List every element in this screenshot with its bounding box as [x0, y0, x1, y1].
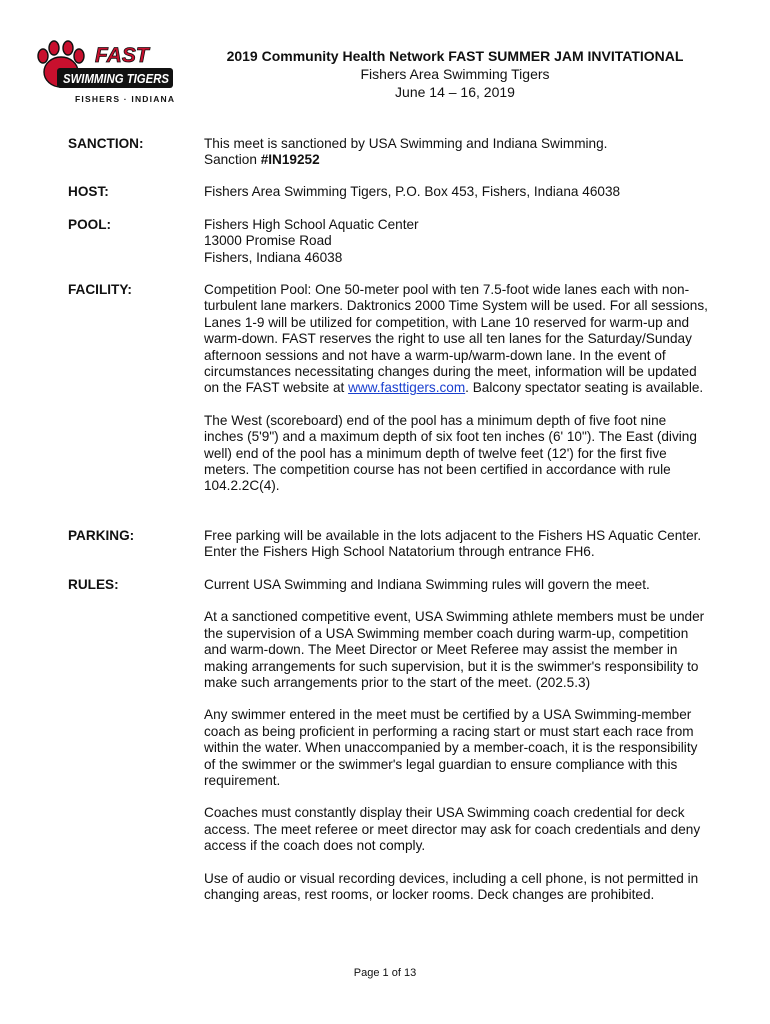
logo-location-text: FISHERS · INDIANA [75, 94, 175, 104]
document-header [190, 47, 720, 101]
facility-text-start: Competition Pool: One 50-meter pool with ten 7.5-foot wide lanes each with non-turbulent lane markers. Daktronics 2000 Time System will be used. For all sessions, Lanes 1-9 will be utilized for competition, with Lane 10 reserved for warm-up and warm-down. FAST reserves the right to use all ten lanes for the Saturday/Sunday afternoon sessions and not have a warm-up/warm-down lane. In the event of circumstances necessitating changes during the meet, information will be updated on the FAST website at [204, 282, 708, 396]
rules-paragraph: At a sanctioned competitive event, USA Swimming athlete members must be under the supervision of a USA Swimming member coach during warm-up, competition and warm-down. The Meet Director or Meet Referee may assist the member in making arrangements for such supervision, but it is the swimmer's responsibility to make such arrangements prior to the start of the meet. (202.5.3) [204, 609, 705, 691]
pool-depth-paragraph: The West (scoreboard) end of the pool has a minimum depth of five foot nine inches (5'9") and a maximum depth of six foot ten inches (6' 10"). The East (diving well) end of the pool has a minimum depth of twelve feet (12') for the first five meters. The competition course has not been certified in accordance with rule 104.2.2C(4). [204, 412, 697, 494]
rules-content [204, 577, 709, 920]
meet-title: 2019 Community Health Network FAST SUMMER JAM INVITATIONAL [226, 48, 684, 64]
parking-label: PARKING: [68, 528, 135, 543]
pool-content [204, 217, 709, 266]
rules-paragraph: Coaches must constantly display their USA Swimming coach credential for deck access. The meet referee or meet director may ask for coach credentials and deny access if the coach does not comply. [204, 805, 701, 854]
facility-content [204, 282, 709, 511]
rules-paragraph: Any swimmer entered in the meet must be certified by a USA Swimming-member coach as being proficient in performing a racing start or must start each race from within the water. When unaccompanied by a member-coach, it is the responsibility of the swimmer or the swimmer's legal guardian to ensure compliance with this requirement. [204, 707, 698, 789]
fasttigers-website-link[interactable]: www.fasttigers.com [348, 380, 466, 396]
facility-text-end: . Balcony spectator seating is available. [465, 380, 704, 396]
logo-fast-text: FAST [95, 44, 149, 67]
rules-paragraph: Current USA Swimming and Indiana Swimming rules will govern the meet. [204, 577, 650, 592]
pool-city: Fishers, Indiana 46038 [204, 249, 343, 265]
parking-content: Free parking will be available in the lots adjacent to the Fishers HS Aquatic Center. Enter the Fishers High School Natatorium through entrance FH6. [204, 528, 702, 560]
rules-paragraph: Use of audio or visual recording devices, including a cell phone, is not permitted in changing areas, rest rooms, or locker rooms. Deck changes are prohibited. [204, 870, 699, 903]
logo-swimming-tigers-text: SWIMMING TIGERS [63, 72, 170, 86]
facility-label: FACILITY: [68, 282, 132, 297]
rules-label: RULES: [68, 577, 119, 592]
club-name: Fishers Area Swimming Tigers [360, 66, 550, 82]
facility-paragraph [204, 282, 709, 397]
sanction-number-line [204, 152, 709, 168]
fast-logo [35, 40, 175, 106]
sanction-label: SANCTION: [68, 136, 144, 151]
sanction-content [204, 136, 709, 169]
pool-label: POOL: [68, 217, 112, 232]
page-number: Page 1 of 13 [353, 967, 417, 979]
pool-name: Fishers High School Aquatic Center [204, 217, 419, 232]
host-label: HOST: [68, 184, 109, 199]
pool-street: 13000 Promise Road [204, 233, 332, 249]
sanction-line: This meet is sanctioned by USA Swimming and Indiana Swimming. [204, 136, 608, 151]
paw-print-icon [35, 40, 175, 106]
sanction-prefix: Sanction [204, 152, 261, 168]
sanction-number: #IN19252 [260, 152, 320, 168]
host-content: Fishers Area Swimming Tigers, P.O. Box 453, Fishers, Indiana 46038 [204, 184, 621, 199]
meet-dates: June 14 – 16, 2019 [395, 84, 515, 100]
